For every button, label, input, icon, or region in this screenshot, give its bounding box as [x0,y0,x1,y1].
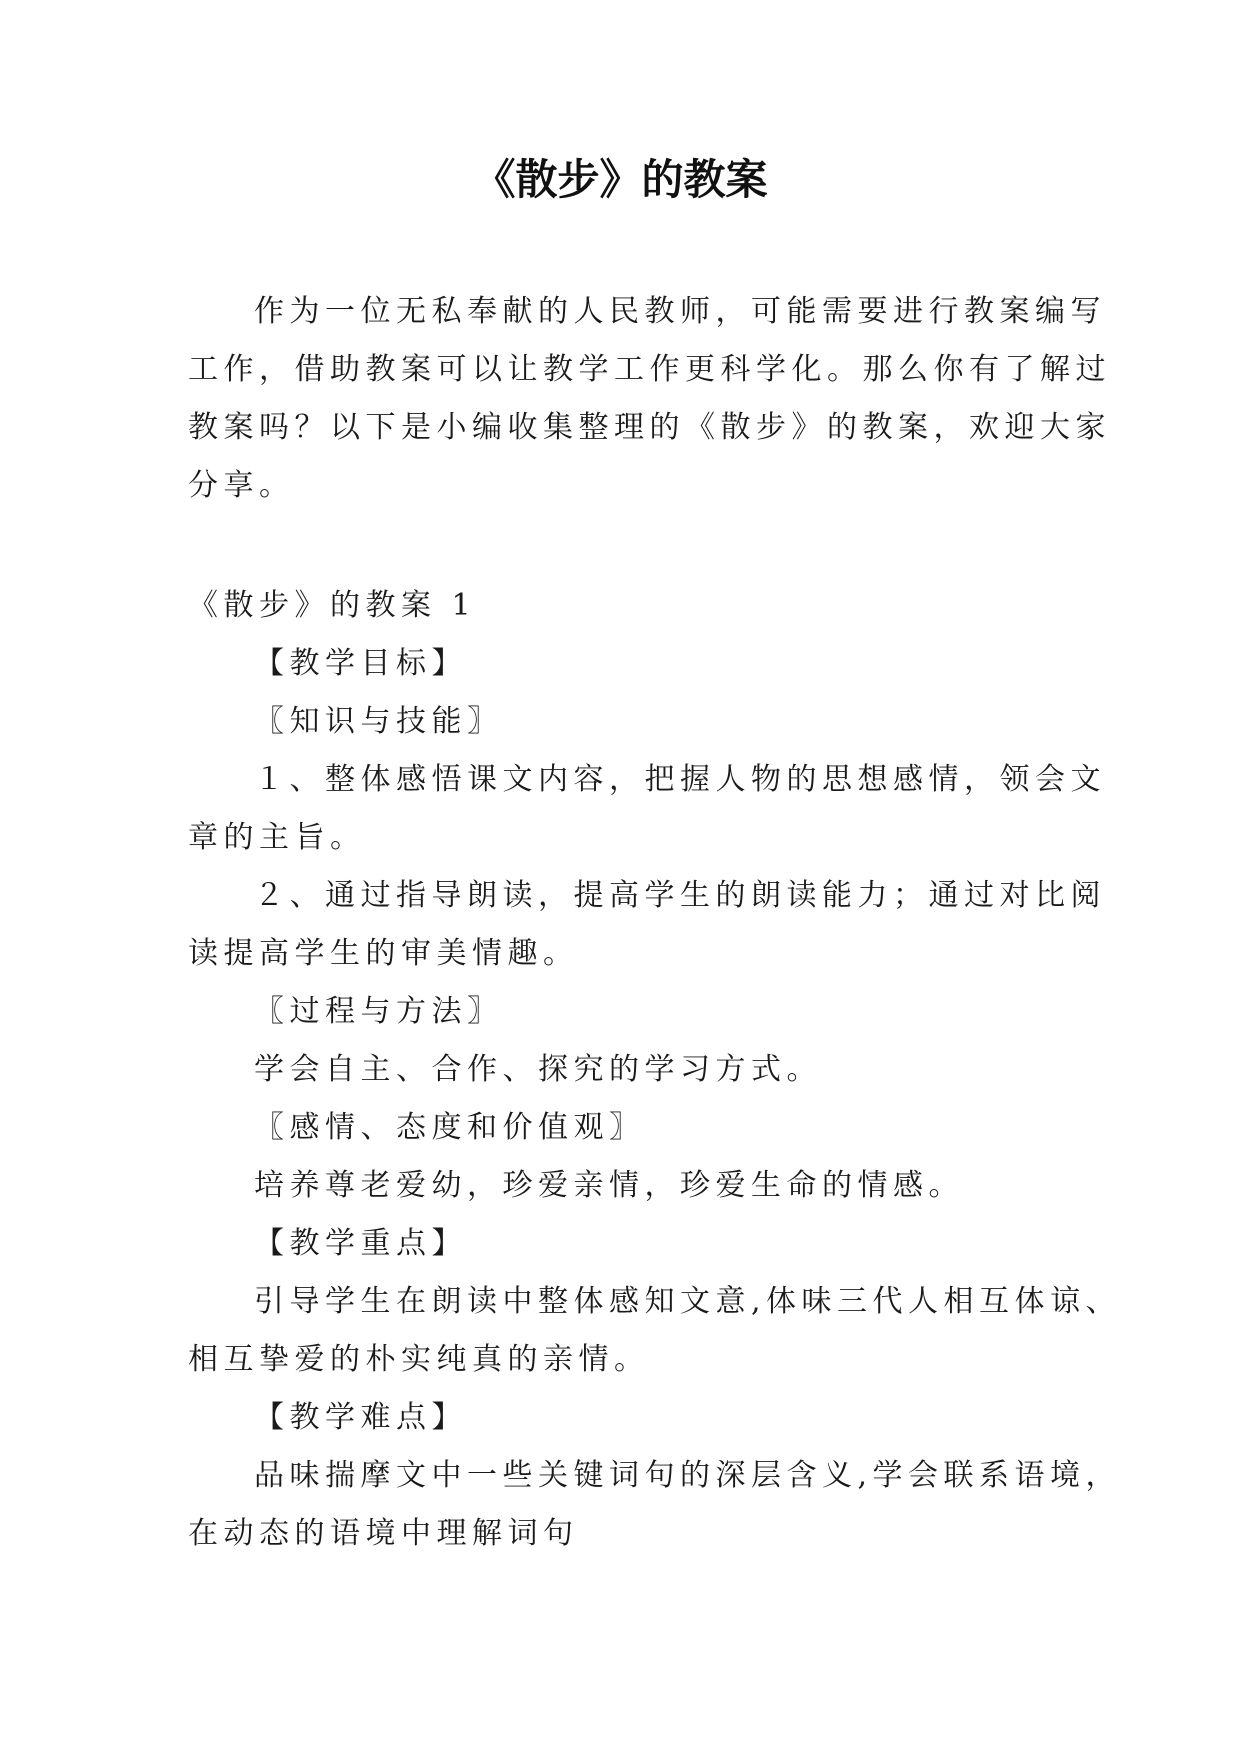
intro-line-2: 工作，借助教案可以让教学工作更科学化。那么你有了解过 [188,352,1111,387]
goal1-line-1: １、整体感悟课文内容，把握人物的思想感情，领会文 [254,762,1106,797]
knowledge-heading: 〖知识与技能〗 [254,704,503,739]
key-line-1: 引导学生在朗读中整体感知文意,体味三代人相互体谅、 [254,1284,1122,1319]
emotion-heading: 〖感情、态度和价值观〗 [254,1110,645,1145]
difficulty-line-1: 品味揣摩文中一些关键词句的深层含义,学会联系语境， [254,1458,1122,1493]
document-title: 《散步》的教案 [473,155,768,204]
section-heading: 《散步》的教案 1 [188,588,477,623]
process-heading: 〖过程与方法〗 [254,994,503,1029]
process-text: 学会自主、合作、探究的学习方式。 [254,1052,822,1087]
goal1-line-2: 章的主旨。 [188,820,366,855]
key-heading: 【教学重点】 [254,1226,467,1261]
intro-line-3: 教案吗？以下是小编收集整理的《散步》的教案，欢迎大家 [188,410,1111,445]
intro-line-4: 分享。 [188,468,295,503]
goal2-line-2: 读提高学生的审美情趣。 [188,936,579,971]
goals-heading: 【教学目标】 [254,646,467,681]
difficulty-line-2: 在动态的语境中理解词句 [188,1516,579,1551]
intro-line-1: 作为一位无私奉献的人民教师，可能需要进行教案编写 [254,294,1106,329]
emotion-text: 培养尊老爱幼，珍爱亲情，珍爱生命的情感。 [254,1168,964,1203]
goal2-line-1: ２、通过指导朗读，提高学生的朗读能力；通过对比阅 [254,878,1106,913]
difficulty-heading: 【教学难点】 [254,1400,467,1435]
key-line-2: 相互挚爱的朴实纯真的亲情。 [188,1342,650,1377]
